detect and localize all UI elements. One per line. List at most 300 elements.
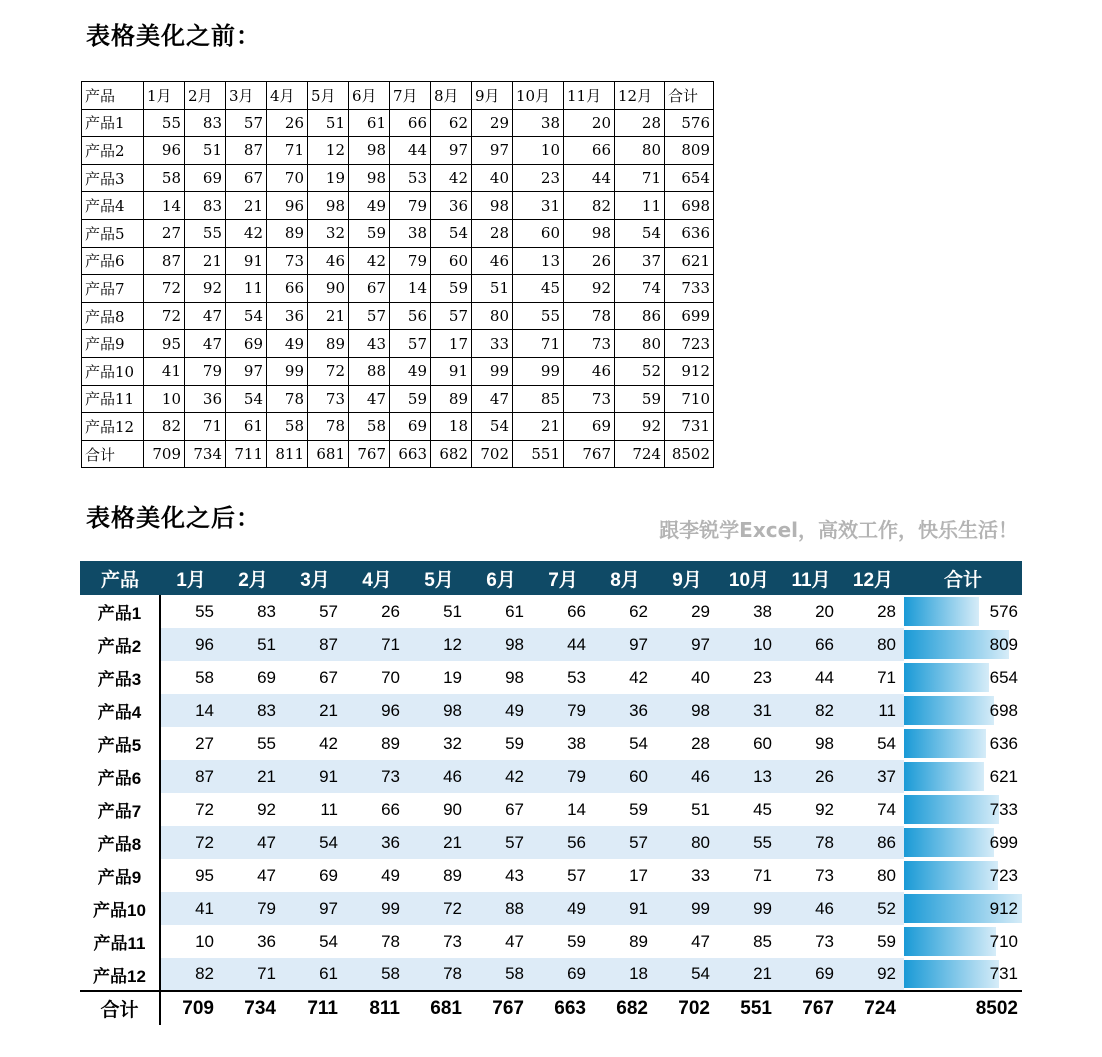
cell: 36	[431, 192, 472, 220]
cell: 26	[564, 247, 615, 275]
cell: 28	[615, 109, 665, 137]
cell: 12	[308, 137, 349, 165]
cell: 10月	[513, 82, 564, 110]
data-bar	[904, 795, 999, 824]
cell: 87	[144, 247, 185, 275]
cell: 21	[308, 302, 349, 330]
cell: 58	[195, 667, 214, 687]
cell: 79	[532, 760, 594, 793]
cell: 97	[431, 137, 472, 165]
cell: 36	[346, 826, 408, 859]
column-header: 合计	[904, 561, 1022, 595]
table-row	[82, 247, 714, 275]
table-before	[81, 81, 714, 468]
table-row	[82, 192, 714, 220]
row-label: 产品5	[80, 727, 160, 760]
cell: 78	[381, 931, 400, 951]
row-label: 产品5	[82, 219, 144, 247]
cell: 54	[431, 219, 472, 247]
column-header: 9月	[656, 561, 718, 595]
cell: 79	[532, 694, 594, 727]
table-row	[80, 661, 1022, 694]
cell: 49	[532, 892, 594, 925]
cell: 83	[185, 109, 226, 137]
cell: 18	[431, 413, 472, 441]
row-label: 产品1	[80, 595, 160, 628]
cell: 91	[284, 760, 346, 793]
data-bar	[904, 927, 996, 956]
cell: 47	[257, 865, 276, 885]
cell: 12月	[615, 82, 665, 110]
cell: 62	[431, 109, 472, 137]
cell: 79	[390, 192, 431, 220]
cell: 21	[513, 413, 564, 441]
cell: 21	[718, 958, 780, 991]
cell: 51	[222, 628, 284, 661]
cell: 11	[320, 799, 338, 819]
cell: 23	[753, 667, 772, 687]
cell: 78	[780, 826, 842, 859]
cell: 95	[144, 330, 185, 358]
cell: 99	[513, 357, 564, 385]
total-value: 723	[989, 865, 1018, 885]
column-header: 4月	[346, 561, 408, 595]
cell: 32	[308, 219, 349, 247]
cell: 682	[594, 991, 656, 1025]
cell: 44	[564, 164, 615, 192]
cell: 96	[144, 137, 185, 165]
cell: 44	[390, 137, 431, 165]
cell: 98	[349, 137, 390, 165]
cell: 88	[470, 892, 532, 925]
cell: 681	[408, 991, 470, 1025]
cell: 51	[308, 109, 349, 137]
cell: 682	[431, 440, 472, 468]
table-row	[82, 357, 714, 385]
cell: 91	[431, 357, 472, 385]
cell: 26	[780, 760, 842, 793]
cell: 80	[842, 628, 904, 661]
cell: 54	[615, 219, 665, 247]
cell: 49	[470, 694, 532, 727]
column-header: 8月	[594, 561, 656, 595]
cell: 576	[665, 109, 714, 137]
cell: 54	[284, 826, 346, 859]
cell: 49	[349, 192, 390, 220]
cell: 57	[470, 826, 532, 859]
cell: 55	[185, 219, 226, 247]
cell: 55	[195, 601, 214, 621]
cell: 44	[532, 628, 594, 661]
column-header: 6月	[470, 561, 532, 595]
cell: 51	[472, 275, 513, 303]
table-row	[82, 219, 714, 247]
cell: 71	[185, 413, 226, 441]
cell: 47	[185, 330, 226, 358]
cell: 91	[594, 892, 656, 925]
cell: 61	[505, 601, 524, 621]
cell: 67	[226, 164, 267, 192]
heading-before: 表格美化之前：	[86, 22, 261, 50]
cell: 89	[308, 330, 349, 358]
data-bar	[904, 663, 989, 692]
cell: 89	[267, 219, 308, 247]
cell: 61	[226, 413, 267, 441]
cell: 32	[443, 733, 462, 753]
total-value: 698	[989, 700, 1018, 720]
cell: 55	[257, 733, 276, 753]
cell: 80	[656, 826, 718, 859]
cell: 98	[815, 733, 834, 753]
cell: 17	[431, 330, 472, 358]
cell: 44	[815, 667, 834, 687]
cell: 47	[185, 302, 226, 330]
cell: 26	[381, 601, 400, 621]
data-bar	[904, 828, 994, 857]
cell: 12	[408, 628, 470, 661]
cell: 621	[665, 247, 714, 275]
cell: 72	[144, 275, 185, 303]
cell: 69	[564, 413, 615, 441]
cell: 97	[284, 892, 346, 925]
cell: 49	[267, 330, 308, 358]
cell: 85	[513, 385, 564, 413]
total-value: 654	[989, 667, 1018, 687]
cell: 20	[815, 601, 834, 621]
row-label: 产品11	[80, 925, 160, 958]
cell: 73	[346, 760, 408, 793]
total-value: 621	[989, 766, 1018, 786]
cell: 80	[472, 302, 513, 330]
row-label: 产品9	[80, 859, 160, 892]
total-cell	[904, 727, 1022, 760]
slogan: 跟李锐学Excel，高效工作，快乐生活！	[659, 518, 1018, 542]
cell: 13	[513, 247, 564, 275]
cell: 72	[308, 357, 349, 385]
row-label: 产品1	[82, 109, 144, 137]
cell: 98	[308, 192, 349, 220]
cell: 82	[564, 192, 615, 220]
table-row	[80, 793, 1022, 826]
total-cell	[904, 892, 1022, 925]
cell: 45	[753, 799, 772, 819]
total-cell	[904, 595, 1022, 628]
cell: 53	[390, 164, 431, 192]
cell: 709	[144, 440, 185, 468]
cell: 57	[594, 826, 656, 859]
total-cell	[904, 826, 1022, 859]
cell: 59	[505, 733, 524, 753]
cell: 47	[472, 385, 513, 413]
cell: 811	[267, 440, 308, 468]
cell: 42	[226, 219, 267, 247]
row-label: 产品	[82, 82, 144, 110]
cell: 57	[390, 330, 431, 358]
column-header: 12月	[842, 561, 904, 595]
cell: 19	[308, 164, 349, 192]
total-row	[80, 991, 1022, 1025]
cell: 46	[308, 247, 349, 275]
cell: 97	[594, 628, 656, 661]
table-row	[80, 760, 1022, 793]
cell: 20	[564, 109, 615, 137]
cell: 99	[656, 892, 718, 925]
cell: 45	[513, 275, 564, 303]
cell: 62	[629, 601, 648, 621]
total-cell	[904, 628, 1022, 661]
cell: 99	[472, 357, 513, 385]
cell: 36	[594, 694, 656, 727]
cell: 42	[349, 247, 390, 275]
cell: 87	[160, 760, 222, 793]
column-header: 7月	[532, 561, 594, 595]
cell: 14	[390, 275, 431, 303]
cell: 59	[629, 799, 648, 819]
total-value: 636	[989, 733, 1018, 753]
cell: 66	[267, 275, 308, 303]
cell: 59	[567, 931, 586, 951]
cell: 54	[472, 413, 513, 441]
cell: 767	[470, 991, 532, 1025]
cell: 37	[842, 760, 904, 793]
cell: 80	[615, 330, 665, 358]
column-header: 11月	[780, 561, 842, 595]
data-bar	[904, 861, 998, 890]
table-row	[80, 727, 1022, 760]
column-header: 3月	[284, 561, 346, 595]
table-row	[82, 109, 714, 137]
cell: 36	[185, 385, 226, 413]
cell: 69	[319, 865, 338, 885]
cell: 71	[615, 164, 665, 192]
table-row	[82, 330, 714, 358]
cell: 66	[564, 137, 615, 165]
cell: 38	[390, 219, 431, 247]
cell: 46	[780, 892, 842, 925]
cell: 57	[349, 302, 390, 330]
row-label: 产品2	[82, 137, 144, 165]
cell: 11	[226, 275, 267, 303]
cell: 82	[780, 694, 842, 727]
cell: 69	[780, 958, 842, 991]
cell: 83	[185, 192, 226, 220]
cell: 38	[753, 601, 772, 621]
cell: 37	[615, 247, 665, 275]
row-label: 产品4	[80, 694, 160, 727]
cell: 98	[349, 164, 390, 192]
cell: 1月	[144, 82, 185, 110]
cell: 96	[160, 628, 222, 661]
cell: 912	[665, 357, 714, 385]
row-label: 产品6	[82, 247, 144, 275]
cell: 92	[564, 275, 615, 303]
cell: 27	[195, 733, 214, 753]
cell: 654	[665, 164, 714, 192]
cell: 21	[408, 826, 470, 859]
cell: 55	[144, 109, 185, 137]
cell: 66	[390, 109, 431, 137]
cell: 3月	[226, 82, 267, 110]
cell: 29	[691, 601, 710, 621]
cell: 42	[319, 733, 338, 753]
cell: 72	[160, 826, 222, 859]
data-bar	[904, 597, 979, 626]
cell: 61	[349, 109, 390, 137]
cell: 55	[513, 302, 564, 330]
cell: 88	[349, 357, 390, 385]
cell: 73	[308, 385, 349, 413]
cell: 58	[346, 958, 408, 991]
cell: 71	[513, 330, 564, 358]
cell: 82	[160, 958, 222, 991]
cell: 28	[691, 733, 710, 753]
cell: 79	[390, 247, 431, 275]
cell: 7月	[390, 82, 431, 110]
cell: 69	[257, 667, 276, 687]
cell: 70	[267, 164, 308, 192]
cell: 86	[615, 302, 665, 330]
cell: 60	[431, 247, 472, 275]
cell: 55	[718, 826, 780, 859]
cell: 9月	[472, 82, 513, 110]
row-label: 产品10	[82, 357, 144, 385]
heading-after: 表格美化之后：	[86, 504, 261, 532]
row-label: 产品7	[80, 793, 160, 826]
column-header: 产品	[80, 561, 160, 595]
cell: 36	[267, 302, 308, 330]
cell: 97	[656, 628, 718, 661]
table-row	[80, 859, 1022, 892]
cell: 89	[381, 733, 400, 753]
cell: 86	[842, 826, 904, 859]
cell: 10	[718, 628, 780, 661]
cell: 38	[567, 733, 586, 753]
row-label: 产品12	[82, 413, 144, 441]
cell: 41	[144, 357, 185, 385]
cell: 699	[665, 302, 714, 330]
cell: 61	[284, 958, 346, 991]
data-bar	[904, 696, 994, 725]
cell: 96	[346, 694, 408, 727]
cell: 60	[594, 760, 656, 793]
cell: 73	[564, 330, 615, 358]
cell: 52	[842, 892, 904, 925]
cell: 80	[877, 865, 896, 885]
cell: 72	[195, 799, 214, 819]
cell: 73	[443, 931, 462, 951]
total-cell	[904, 925, 1022, 958]
cell: 78	[564, 302, 615, 330]
table-row	[82, 385, 714, 413]
cell: 67	[319, 667, 338, 687]
row-label: 产品11	[82, 385, 144, 413]
cell: 8月	[431, 82, 472, 110]
cell: 54	[656, 958, 718, 991]
cell: 58	[349, 413, 390, 441]
cell: 29	[472, 109, 513, 137]
cell: 551	[718, 991, 780, 1025]
cell: 97	[472, 137, 513, 165]
table-row	[80, 595, 1022, 628]
cell: 46	[656, 760, 718, 793]
cell: 71	[267, 137, 308, 165]
cell: 57	[226, 109, 267, 137]
cell: 711	[284, 991, 346, 1025]
row-label: 产品2	[80, 628, 160, 661]
cell: 731	[665, 413, 714, 441]
grand-total: 8502	[904, 991, 1022, 1025]
column-header: 1月	[160, 561, 222, 595]
cell: 709	[160, 991, 222, 1025]
cell: 99	[267, 357, 308, 385]
total-row	[82, 440, 714, 468]
total-value: 809	[989, 634, 1018, 654]
cell: 47	[222, 826, 284, 859]
table-after	[80, 561, 1022, 1025]
cell: 17	[629, 865, 648, 885]
cell: 91	[226, 247, 267, 275]
total-cell	[904, 661, 1022, 694]
cell: 74	[877, 799, 896, 819]
cell: 59	[349, 219, 390, 247]
row-label: 产品12	[80, 958, 160, 991]
cell: 59	[877, 931, 896, 951]
cell: 811	[346, 991, 408, 1025]
header-row	[80, 561, 1022, 595]
cell: 551	[513, 440, 564, 468]
table-row	[80, 958, 1022, 991]
cell: 53	[567, 667, 586, 687]
total-cell	[904, 859, 1022, 892]
table-row	[82, 275, 714, 303]
cell: 92	[615, 413, 665, 441]
cell: 90	[443, 799, 462, 819]
cell: 42	[470, 760, 532, 793]
row-label: 合计	[80, 991, 160, 1025]
cell: 54	[226, 385, 267, 413]
total-value: 912	[989, 898, 1018, 918]
cell: 11	[615, 192, 665, 220]
cell: 14	[567, 799, 586, 819]
cell: 92	[815, 799, 834, 819]
total-cell	[904, 694, 1022, 727]
table-row	[82, 164, 714, 192]
cell: 73	[267, 247, 308, 275]
total-value: 699	[989, 832, 1018, 852]
cell: 46	[564, 357, 615, 385]
cell: 89	[431, 385, 472, 413]
data-bar	[904, 762, 984, 791]
cell: 2月	[185, 82, 226, 110]
cell: 54	[226, 302, 267, 330]
cell: 734	[222, 991, 284, 1025]
row-label: 产品8	[82, 302, 144, 330]
cell: 57	[567, 865, 586, 885]
header-row	[82, 82, 714, 110]
cell: 99	[346, 892, 408, 925]
total-value: 710	[989, 931, 1018, 951]
total-value: 576	[989, 601, 1018, 621]
cell: 636	[665, 219, 714, 247]
cell: 13	[718, 760, 780, 793]
cell: 60	[753, 733, 772, 753]
total-value: 733	[989, 799, 1018, 819]
cell: 702	[472, 440, 513, 468]
cell: 46	[472, 247, 513, 275]
cell: 21	[185, 247, 226, 275]
cell: 66	[780, 628, 842, 661]
cell: 8502	[665, 440, 714, 468]
